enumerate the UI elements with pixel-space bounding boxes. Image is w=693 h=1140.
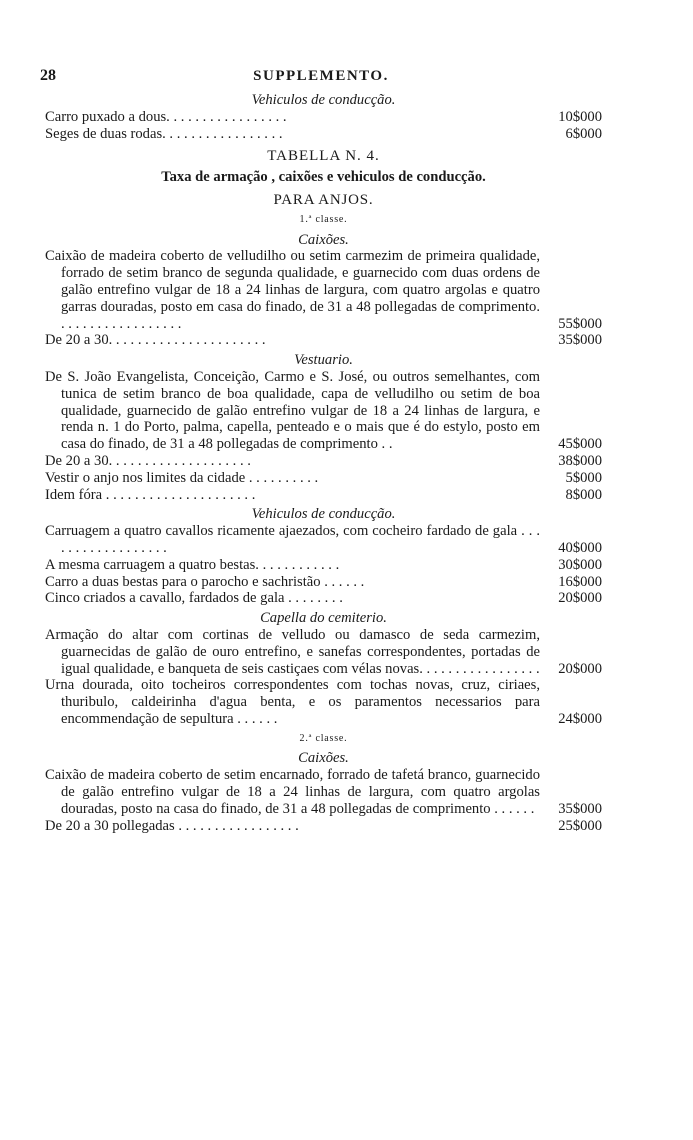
page-content — [45, 92, 602, 834]
item-description: Caixão de madeira coberto de velludilho ou setim carmezim de primeira qualidade, forrado de setim branco de segunda qualidade, e guarnecido com duas ordens de galão entrefino vulgar de 18 a 24 linhas de largura, com quatro argolas e quatro garras douradas, posto em casa do finado, de 31 a 48 pollegadas de comprimento. . . . . . . . . . . . . . . . . . — [45, 248, 540, 332]
list-item — [45, 574, 602, 591]
running-header — [40, 68, 602, 88]
item-description: De 20 a 30. . . . . . . . . . . . . . . . . . . . . . — [45, 332, 266, 349]
list-item — [45, 487, 602, 504]
caixoes-heading: Caixões. — [298, 231, 349, 248]
item-description: Caixão de madeira coberto de setim encarnado, forrado de tafetá branco, guarnecido de galão entrefino vulgar de 18 a 24 linhas de largura, com quatro argolas douradas, posto na casa do finado, de 31 a 48 pollegadas de comprimento . . . . . . — [45, 767, 540, 817]
item-description: Idem fóra . . . . . . . . . . . . . . . . . . . . . — [45, 486, 256, 503]
item-price: 55$000 — [558, 315, 602, 332]
list-item — [45, 126, 602, 143]
item-description: Vestir o anjo nos limites da cidade . . . . . . . . . . — [45, 469, 319, 486]
item-price: 35$000 — [558, 332, 602, 349]
item-description: De S. João Evangelista, Conceição, Carmo e S. José, ou outros semelhantes, com tunica de setim branco de boa qualidade, capa de velludilho ou setim de boa qualidade, guarnecido de galão entrefino vulgar de 18 a 24 linhas de largura, e renda n. 1 do Porto, palma, capella, penteado e o mais que é do estylo, posto em casa do finado, de 31 a 48 pollegadas de comprimento . . — [45, 368, 540, 453]
running-title: SUPPLEMENTO. — [253, 68, 389, 84]
list-item — [45, 557, 602, 574]
list-item — [45, 248, 602, 332]
item-description: Armação do altar com cortinas de velludo ou damasco de seda carmezim, guarnecidas de galão de ouro entrefino, e sanefas correspondentes, portadas de igual qualidade, e banqueta de seis castiçaes com vélas novas. . . . . . . . . . . . . . . . . — [45, 626, 540, 677]
item-description: A mesma carruagem a quatro bestas. . . . . . . . . . . . — [45, 556, 340, 573]
list-item — [45, 332, 602, 349]
item-price: 5$000 — [565, 469, 602, 486]
item-description: Seges de duas rodas. . . . . . . . . . . . . . . . . — [45, 125, 283, 142]
item-price: 16$000 — [558, 573, 602, 590]
table-title: TABELLA N. 4. — [267, 148, 380, 165]
category-heading: PARA ANJOS. — [273, 191, 374, 208]
list-item — [45, 627, 602, 677]
class-1-label: 1.ª classe. — [299, 213, 348, 225]
item-price: 20$000 — [558, 590, 602, 607]
item-price: 35$000 — [558, 800, 602, 817]
item-description: De 20 a 30. . . . . . . . . . . . . . . . . . . . — [45, 452, 251, 469]
item-price: 6$000 — [565, 125, 602, 142]
section-heading-vehiculos-top: Vehiculos de conducção. — [251, 92, 396, 108]
item-price: 40$000 — [558, 539, 602, 556]
item-description: Carruagem a quatro cavallos ricamente ajaezados, com cocheiro fardado de gala . . . . . . . . . . . . . . . . . . — [45, 523, 540, 556]
item-price: 25$000 — [558, 817, 602, 834]
item-price: 24$000 — [558, 710, 602, 727]
list-item — [45, 470, 602, 487]
item-price: 45$000 — [558, 436, 602, 453]
list-item — [45, 590, 602, 607]
item-price: 30$000 — [558, 556, 602, 573]
item-price: 8$000 — [565, 486, 602, 503]
item-price: 20$000 — [558, 660, 602, 677]
list-item — [45, 453, 602, 470]
list-item — [45, 109, 602, 126]
item-description: Carro puxado a dous. . . . . . . . . . . . . . . . . — [45, 108, 287, 125]
item-description: Urna dourada, oito tocheiros correspondentes com tochas novas, cruz, ciriaes, thuribulo, caldeirinha d'agua benta, e os paramentos necessarios para encommendação de sepultura . . . . . . — [45, 677, 540, 727]
item-price: 38$000 — [558, 452, 602, 469]
caixoes-heading-class-2: Caixões. — [298, 750, 349, 767]
vehiculos-heading: Vehiculos de conducção. — [251, 506, 396, 523]
item-price: 10$000 — [558, 108, 602, 125]
page-number: 28 — [40, 67, 56, 84]
item-description: Cinco criados a cavallo, fardados de gala . . . . . . . . — [45, 590, 343, 607]
list-item — [45, 818, 602, 835]
item-description: Carro a duas bestas para o parocho e sachristão . . . . . . — [45, 573, 365, 590]
capella-heading: Capella do cemiterio. — [260, 610, 387, 627]
list-item — [45, 677, 602, 727]
list-item — [45, 523, 602, 557]
class-2-label: 2.ª classe. — [299, 732, 348, 744]
table-subtitle: Taxa de armação , caixões e vehiculos de conducção. — [161, 169, 486, 186]
item-description: De 20 a 30 pollegadas . . . . . . . . . . . . . . . . . — [45, 817, 299, 834]
list-item — [45, 767, 602, 817]
list-item — [45, 369, 602, 453]
vestuario-heading: Vestuario. — [294, 352, 353, 369]
